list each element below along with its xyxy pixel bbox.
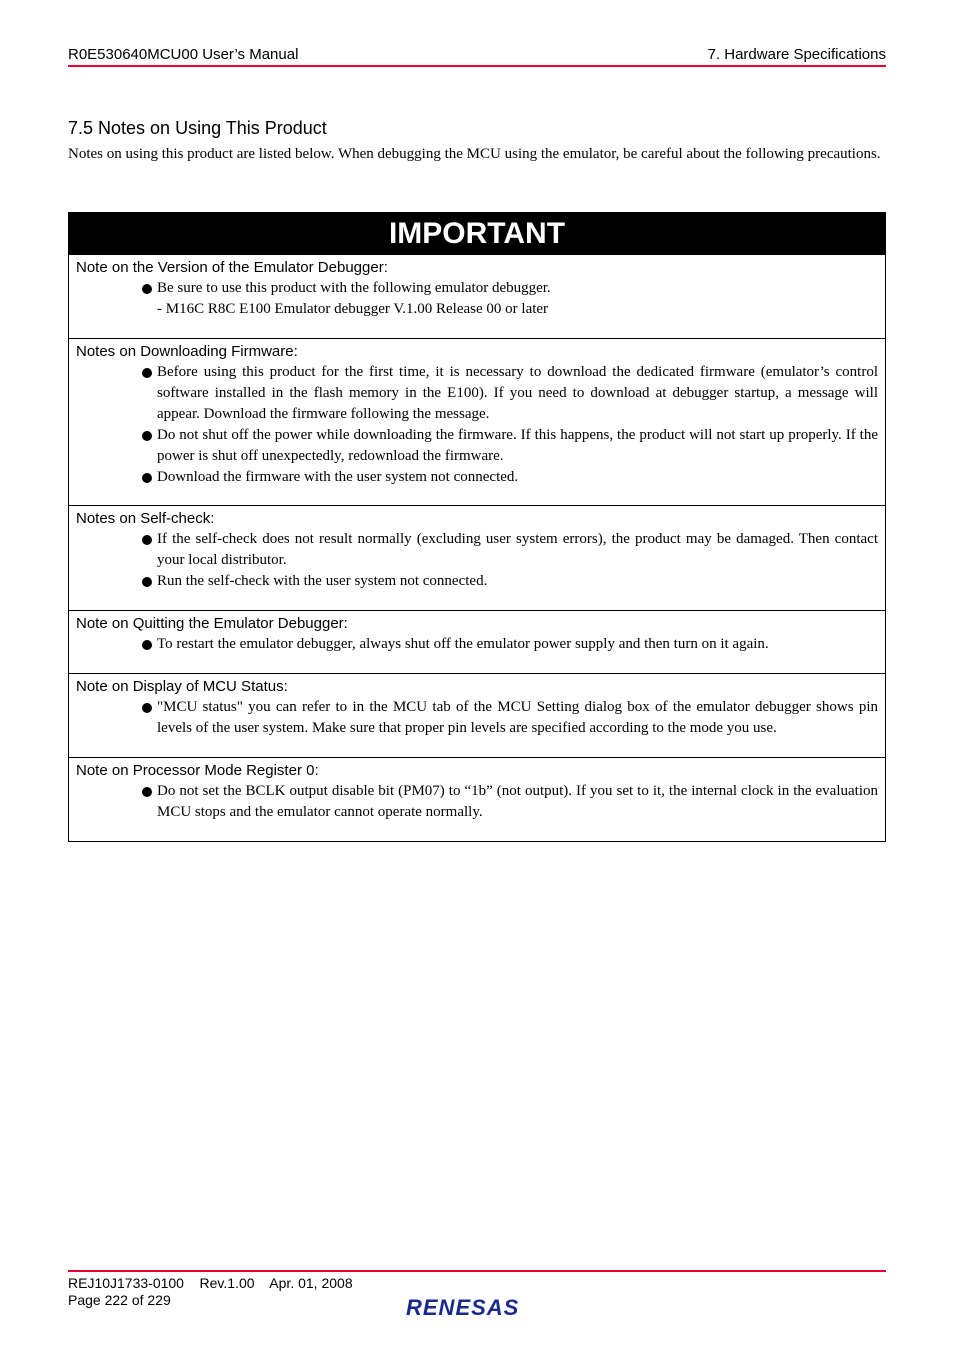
important-title: IMPORTANT bbox=[69, 213, 885, 254]
list-item: To restart the emulator debugger, always shut off the emulator power supply and then turn on it again. bbox=[142, 634, 878, 655]
bullet-icon bbox=[142, 473, 152, 483]
note-processor-mode-register bbox=[69, 757, 885, 841]
bullet-icon bbox=[142, 431, 152, 441]
list-item: "MCU status" you can refer to in the MCU tab of the MCU Setting dialog box of the emulator debugger shows pin levels of the user system. Make sure that proper pin levels are specified according to the mode you use. bbox=[142, 697, 878, 739]
note-heading: Notes on Downloading Firmware: bbox=[76, 343, 298, 360]
note-heading: Note on the Version of the Emulator Debugger: bbox=[76, 259, 388, 276]
note-downloading-firmware bbox=[69, 338, 885, 505]
note-heading: Note on Quitting the Emulator Debugger: bbox=[76, 615, 348, 632]
chapter-title: 7. Hardware Specifications bbox=[707, 46, 886, 63]
bullet-icon bbox=[142, 368, 152, 378]
note-quitting-debugger bbox=[69, 610, 885, 673]
list-item: Download the firmware with the user system not connected. bbox=[142, 467, 878, 488]
page-header bbox=[68, 46, 886, 67]
note-heading: Note on Processor Mode Register 0: bbox=[76, 762, 319, 779]
logo-text: RENESAS bbox=[406, 1295, 520, 1320]
note-heading: Note on Display of MCU Status: bbox=[76, 678, 288, 695]
note-mcu-status bbox=[69, 673, 885, 757]
section-intro: Notes on using this product are listed below. When debugging the MCU using the emulator, be careful about the following precautions. bbox=[68, 146, 881, 162]
list-item: If the self-check does not result normally (excluding user system errors), the product may be damaged. Then contact your local distributor. bbox=[142, 529, 878, 571]
note-emulator-version bbox=[69, 254, 885, 338]
list-item: Do not shut off the power while downloading the firmware. If this happens, the product will not start up properly. If the power is shut off unexpectedly, redownload the firmware. bbox=[142, 425, 878, 467]
renesas-logo-icon bbox=[404, 1294, 552, 1320]
bullet-icon bbox=[142, 640, 152, 650]
manual-title: R0E530640MCU00 User’s Manual bbox=[68, 46, 299, 63]
bullet-icon bbox=[142, 535, 152, 545]
note-self-check bbox=[69, 505, 885, 610]
important-box bbox=[68, 212, 886, 842]
bullet-icon bbox=[142, 577, 152, 587]
section-title: 7.5 Notes on Using This Product bbox=[68, 118, 327, 138]
list-item: Do not set the BCLK output disable bit (PM07) to “1b” (not output). If you set to it, the internal clock in the evaluation MCU stops and the emulator cannot operate normally. bbox=[142, 781, 878, 823]
page-number: Page 222 of 229 bbox=[68, 1292, 171, 1308]
list-item: Be sure to use this product with the following emulator debugger. bbox=[142, 278, 878, 299]
bullet-icon bbox=[142, 703, 152, 713]
renesas-logo bbox=[404, 1294, 552, 1325]
bullet-icon bbox=[142, 284, 152, 294]
list-item: Run the self-check with the user system not connected. bbox=[142, 571, 878, 592]
list-item: Before using this product for the first time, it is necessary to download the dedicated firmware (emulator’s control software installed in the flash memory in the E100). If you need to download at debugger startup, a message will appear. Download the firmware following the message. bbox=[142, 362, 878, 425]
note-heading: Notes on Self-check: bbox=[76, 510, 215, 527]
document-revision: REJ10J1733-0100 Rev.1.00 Apr. 01, 2008 bbox=[68, 1275, 353, 1291]
debugger-version: - M16C R8C E100 Emulator debugger V.1.00 Release 00 or later bbox=[157, 301, 549, 317]
bullet-icon bbox=[142, 787, 152, 797]
